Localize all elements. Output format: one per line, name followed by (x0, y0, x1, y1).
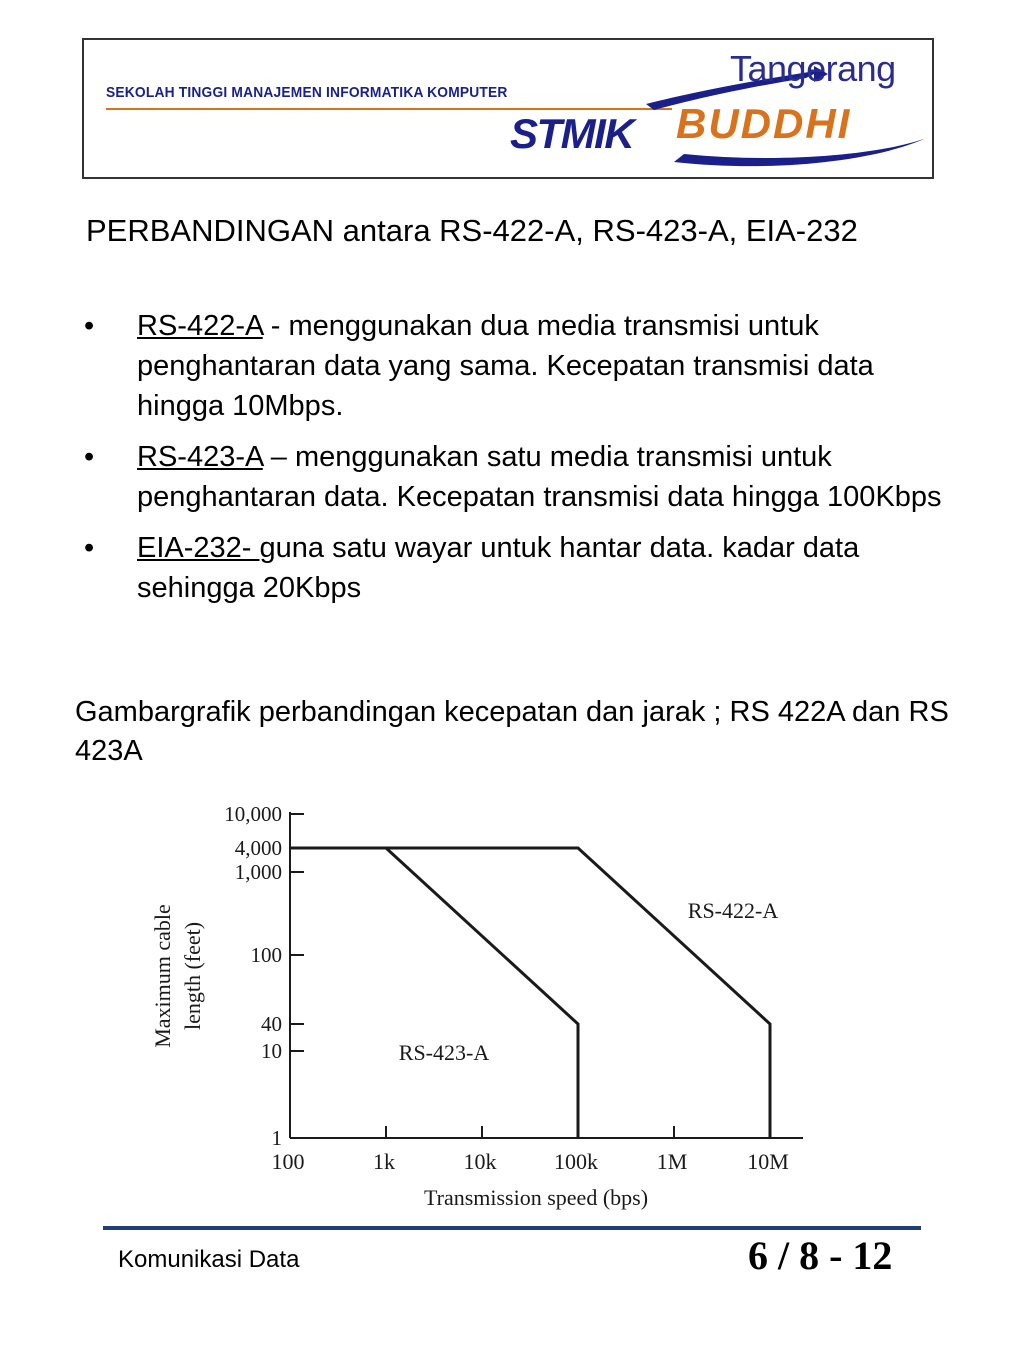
logo-city-text: Tangerang (730, 48, 896, 89)
y-tick-label: 1 (271, 1126, 282, 1150)
series-label: RS-422-A (687, 898, 779, 923)
chart-series (290, 848, 770, 1138)
y-axis-label (150, 904, 205, 1048)
bullet-marker: • (84, 310, 95, 342)
x-tick-label: 1M (656, 1149, 688, 1174)
slide-title: PERBANDINGAN antara RS-422-A, RS-423-A, EIA-232 (86, 213, 858, 248)
y-tick-label: 10,000 (224, 802, 282, 826)
bullet-term: EIA-232- (137, 532, 260, 564)
bullet-term: RS-422-A (137, 310, 263, 342)
chart-axes (290, 812, 803, 1138)
y-tick-label: 10 (261, 1039, 282, 1063)
x-tick-label: 10M (747, 1149, 789, 1174)
bullet-text: – menggunakan satu media transmisi untuk penghantaran data. Kecepatan transmisi data hingga 100Kbps (137, 441, 942, 513)
y-tick-label: 4,000 (234, 836, 282, 860)
chart-ticks (224, 802, 789, 1174)
series-label: RS-423-A (398, 1040, 490, 1065)
y-tick-label: 100 (250, 943, 282, 967)
footer-course-title: Komunikasi Data (118, 1246, 300, 1273)
footer-page-number: 6 / 8 - 12 (748, 1233, 893, 1278)
x-tick-label: 100 (271, 1149, 305, 1174)
y-axis-label-line: length (feet) (180, 921, 205, 1031)
figure-caption: Gambargrafik perbandingan kecepatan dan jarak ; RS 422A dan RS 423A (75, 696, 949, 767)
x-axis-label: Transmission speed (bps) (423, 1185, 649, 1210)
x-tick-label: 10k (463, 1149, 497, 1174)
y-tick-label: 1,000 (234, 860, 282, 884)
bullet-term: RS-423-A (137, 441, 263, 473)
bullet-marker: • (84, 532, 95, 564)
y-tick-label: 40 (261, 1012, 282, 1036)
y-axis-label-line: Maximum cable (150, 904, 175, 1048)
logo-stmik-text: STMIK (510, 110, 634, 157)
series-line-rs-423-a (290, 848, 578, 1138)
series-line-rs-422-a (290, 848, 770, 1138)
logo-buddhi-text: BUDDHI (676, 100, 852, 147)
x-tick-label: 100k (554, 1149, 598, 1174)
institution-name: SEKOLAH TINGGI MANAJEMEN INFORMATIKA KOMPUTER (106, 84, 508, 101)
bullet-text: guna satu wayar untuk hantar data. kadar data sehingga 20Kbps (137, 532, 860, 604)
bullet-marker: • (84, 441, 95, 473)
footer-divider (103, 1226, 921, 1230)
x-tick-label: 1k (373, 1149, 395, 1174)
bullet-text: - menggunakan dua media transmisi untuk penghantaran data yang sama. Kecepatan transmisi data hingga 10Mbps. (137, 310, 874, 422)
